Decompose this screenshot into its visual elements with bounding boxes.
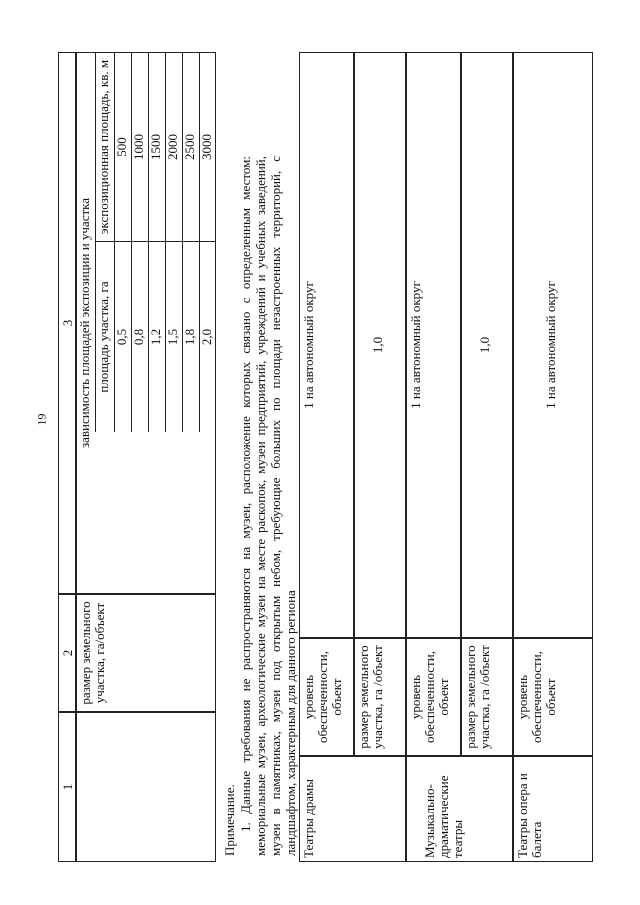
row-music-level-label: уровень обеспеченности, объект	[406, 638, 461, 756]
expo-value: 3000	[199, 134, 214, 160]
row-drama-size-value: 1,0	[354, 52, 406, 638]
museum-size-label: размер земельного участка, га/объект	[76, 594, 216, 712]
expo-value: 2000	[165, 134, 180, 160]
rotated-table-page	[58, 22, 603, 862]
area-header: площадь участка, га	[96, 281, 111, 393]
row-music-level-value: 1 на автономный округ	[406, 52, 461, 638]
row-name-opera: Театры опера и балета	[513, 756, 593, 862]
area-value: 1,2	[148, 328, 163, 346]
row-opera-level-label: уровень обеспеченности, объект	[513, 638, 593, 756]
row-music-size-label: размер земельного участка, га /объект	[461, 638, 513, 756]
expo-header: экспозиционная площадь, кв. м	[96, 59, 111, 235]
expo-value: 2500	[182, 134, 197, 160]
expo-value: 1500	[148, 134, 163, 160]
row-drama-level-label: уровень обеспеченности, объект	[299, 638, 354, 756]
row-opera-level-value: 1 на автономный округ	[513, 52, 593, 638]
header-col-3: 3	[58, 52, 76, 594]
row-music-size-value: 1,0	[461, 52, 513, 638]
note-text: 1. Данные требования не распространяются на музеи, расположение которых связано с определенным местом: мемориальные музеи, археологические музеи на месте раскопок, музеи предприятий, учреждений и учебных заведений, музеи в памятниках, музеи под открытым небом, требующие больших по площади незастроенных территорий, с ландшафтом, характерным для данного региона	[238, 156, 298, 856]
expo-value: 500	[114, 137, 129, 157]
area-value: 1,8	[182, 328, 197, 346]
row-name-drama: Театры драмы	[299, 756, 406, 862]
area-value: 0,8	[131, 328, 146, 346]
museum-col-1	[76, 712, 216, 862]
dependency-title: зависимость площадей экспозиции и участка	[77, 197, 92, 449]
row-name-music-drama: Музыкально-драматические театры	[406, 756, 513, 862]
row-drama-size-label: размер земельного участка, га /объект	[354, 638, 406, 756]
header-col-2: 2	[58, 594, 76, 712]
area-value: 2,0	[199, 328, 214, 346]
expo-value: 1000	[131, 134, 146, 160]
note-title: Примечание.	[222, 784, 237, 856]
header-col-1: 1	[58, 712, 76, 862]
row-drama-level-value: 1 на автономный округ	[299, 52, 354, 638]
page-number: 19	[34, 413, 49, 426]
area-value: 1,5	[165, 328, 180, 346]
area-value: 0,5	[114, 328, 129, 346]
